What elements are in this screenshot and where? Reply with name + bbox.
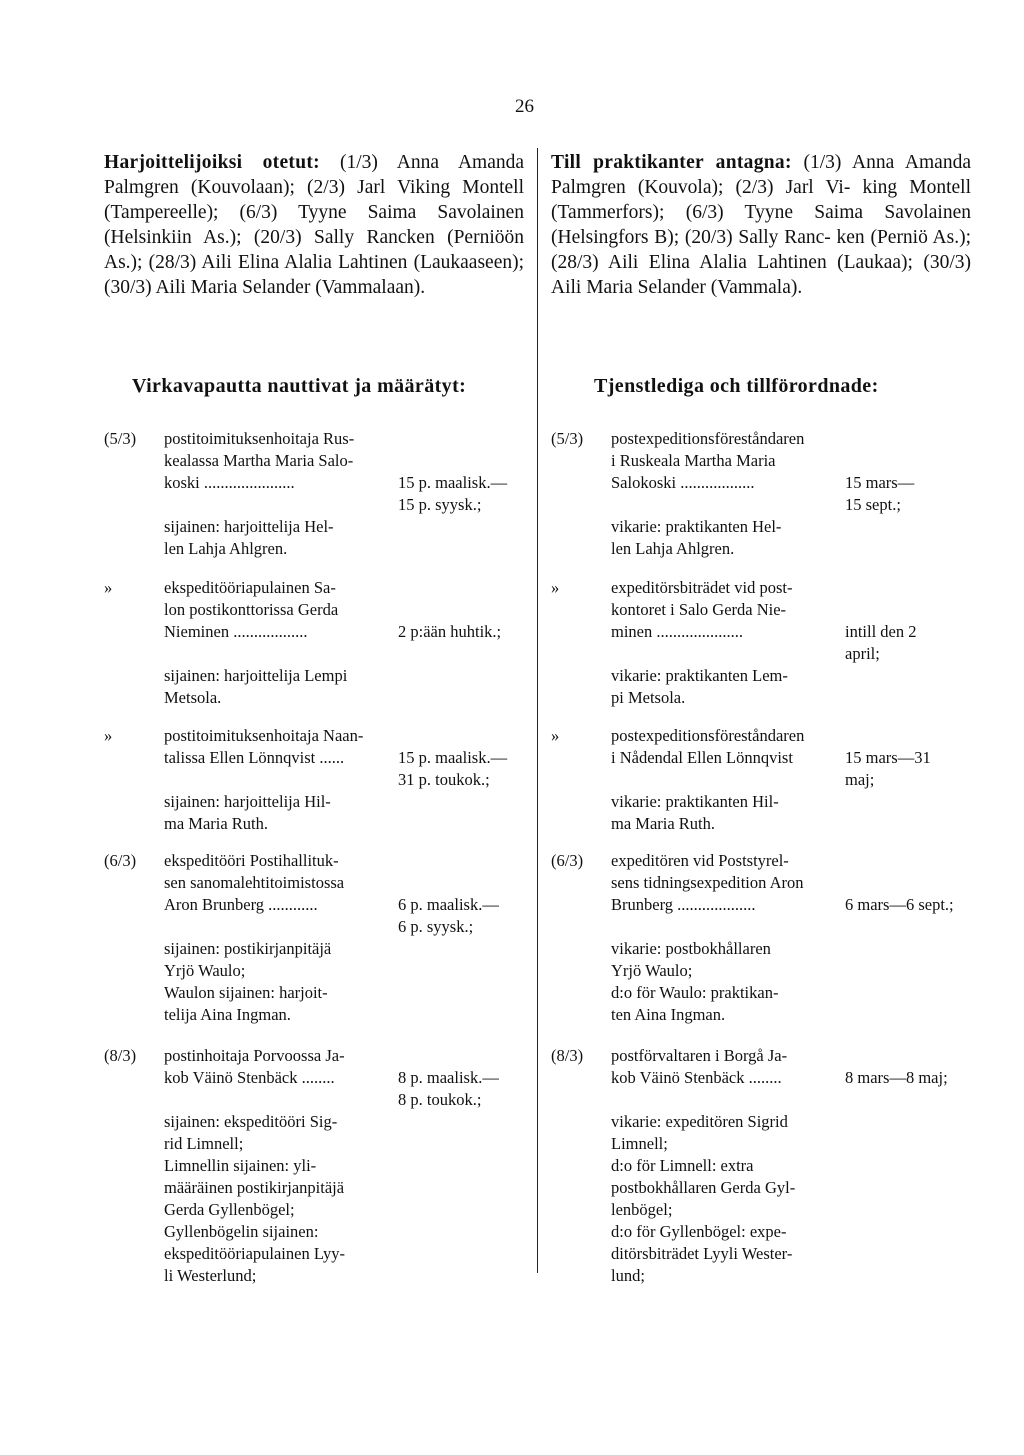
sv-entry-term-line — [845, 599, 965, 621]
sv-entry-term-line: 15 mars—31 — [845, 748, 931, 767]
fi-entry-line: Metsola. — [164, 688, 222, 707]
fi-entry-line: Limnellin sijainen: yli- — [164, 1156, 317, 1175]
fi-entry-term-line: 15 p. syysk.; — [398, 495, 482, 514]
fi-entry-line: ekspeditööriapulainen Sa- — [164, 578, 336, 597]
sv-entry-term — [845, 725, 965, 791]
sv-entry-line: Yrjö Waulo; — [611, 961, 693, 980]
sv-entry-term-line — [845, 725, 965, 747]
fi-entry-line: len Lahja Ahlgren. — [164, 539, 288, 558]
sv-entry-date: (6/3) — [551, 851, 584, 870]
intro-sv-line: Lahtinen (Laukaa); (30/3) Aili Maria Selander — [551, 252, 972, 298]
sv-entry-line: Brunberg ................... — [611, 895, 756, 914]
fi-entry-line: postitoimituksenhoitaja Naan- — [164, 726, 364, 745]
sv-entry-term-line — [845, 1045, 965, 1067]
fi-entry-line: Gerda Gyllenbögel; — [164, 1200, 295, 1219]
fi-entry-term — [398, 577, 518, 643]
fi-entry-text — [164, 850, 392, 1026]
sv-entry-line: minen ..................... — [611, 622, 743, 641]
fi-entry-line: sen sanomalehtitoimistossa — [164, 873, 345, 892]
fi-entry-term-line: 6 p. maalisk.— — [398, 895, 499, 914]
fi-entry-term-line — [398, 599, 518, 621]
sv-entry-date: » — [551, 726, 560, 745]
fi-entry-line: Aron Brunberg ............ — [164, 895, 318, 914]
fi-entry-text — [164, 428, 392, 560]
sv-entry-term-line — [845, 872, 965, 894]
intro-fi-lead: Harjoittelijoiksi otetut: — [104, 152, 320, 173]
fi-entry-line — [164, 769, 392, 791]
fi-entry-line: koski ...................... — [164, 473, 295, 492]
fi-entry-text — [164, 725, 392, 835]
intro-fi-line: (1/3) Anna — [339, 152, 440, 173]
sv-entry-line: vikarie: postbokhållaren — [611, 939, 771, 958]
intro-fi-line: Saima Savolainen (Helsinkiin As.); (20/3) — [104, 202, 524, 248]
heading-swedish: Tjenstlediga och tillförordnade: — [594, 375, 879, 397]
fi-entry-date: » — [104, 726, 113, 745]
sv-entry-line: lenbögel; — [611, 1200, 673, 1219]
sv-entry-line: vikarie: praktikanten Lem- — [611, 666, 788, 685]
fi-entry-term-line: 8 p. maalisk.— — [398, 1068, 499, 1087]
fi-entry-line: li Westerlund; — [164, 1266, 257, 1285]
fi-entry-term — [398, 850, 518, 938]
sv-entry-term-line: 15 sept.; — [845, 495, 901, 514]
fi-entry-term-line: 8 p. toukok.; — [398, 1090, 482, 1109]
sv-entry-line: postexpeditionsföreståndaren — [611, 429, 805, 448]
sv-entry-term-line: 15 mars— — [845, 473, 915, 492]
sv-entry-term-line — [845, 850, 965, 872]
fi-entry-term-line — [398, 725, 518, 747]
fi-entry-term — [398, 428, 518, 516]
fi-entry-line: Nieminen .................. — [164, 622, 308, 641]
intro-sv-line: (1/3) Anna — [803, 152, 895, 173]
fi-entry-term — [398, 725, 518, 791]
fi-entry-line — [164, 494, 392, 516]
intro-swedish — [551, 150, 971, 300]
sv-entry-line: ten Aina Ingman. — [611, 1005, 726, 1024]
sv-entry-line: ditörsbiträdet Lyyli Wester- — [611, 1244, 793, 1263]
sv-entry-line: vikarie: praktikanten Hel- — [611, 517, 782, 536]
fi-entry-date: (5/3) — [104, 429, 137, 448]
sv-entry-date: (5/3) — [551, 429, 584, 448]
fi-entry-line: Gyllenbögelin sijainen: — [164, 1222, 319, 1241]
sv-entry-term-line: 6 mars—6 sept.; — [845, 895, 954, 914]
sv-entry-term — [845, 428, 965, 516]
fi-entry-line — [164, 916, 392, 938]
sv-entry-line: len Lahja Ahlgren. — [611, 539, 735, 558]
fi-entry-date: (8/3) — [104, 1046, 137, 1065]
sv-entry-line: postförvaltaren i Borgå Ja- — [611, 1046, 788, 1065]
sv-entry-line: d:o för Gyllenbögel: expe- — [611, 1222, 787, 1241]
intro-fi-line: Viking Montell (Tampereelle); (6/3) Tyyne — [104, 177, 525, 223]
sv-entry-text — [611, 577, 839, 709]
sv-entry-line: lund; — [611, 1266, 645, 1285]
sv-entry-term — [845, 1045, 965, 1089]
sv-entry-line — [611, 494, 839, 516]
sv-entry-line: postbokhållaren Gerda Gyl- — [611, 1178, 796, 1197]
sv-entry-term — [845, 577, 965, 665]
fi-entry-line: ekspeditööri Postihallituk- — [164, 851, 339, 870]
fi-entry-line: postitoimituksenhoitaja Rus- — [164, 429, 355, 448]
fi-entry-line: sijainen: harjoittelija Hel- — [164, 517, 334, 536]
fi-entry-line: määräinen postikirjanpitäjä — [164, 1178, 345, 1197]
fi-entry-line: talissa Ellen Lönnqvist ...... — [164, 748, 345, 767]
sv-entry-text — [611, 725, 839, 835]
fi-entry-line: ekspeditööriapulainen Lyy- — [164, 1244, 345, 1263]
fi-entry-date: (6/3) — [104, 851, 137, 870]
fi-entry-line: sijainen: ekspeditööri Sig- — [164, 1112, 338, 1131]
sv-entry-term-line: intill den 2 — [845, 622, 917, 641]
sv-entry-line: i Ruskeala Martha Maria — [611, 451, 776, 470]
fi-entry-line — [164, 1089, 392, 1111]
sv-entry-line: d:o för Limnell: extra — [611, 1156, 754, 1175]
fi-entry-line: telija Aina Ingman. — [164, 1005, 291, 1024]
intro-sv-lead: Till praktikanter antagna: — [551, 152, 792, 173]
sv-entry-line: expeditörsbiträdet vid post- — [611, 578, 793, 597]
sv-entry-text — [611, 850, 839, 1026]
sv-entry-term-line: maj; — [845, 770, 875, 789]
sv-entry-line: i Nådendal Ellen Lönnqvist — [611, 748, 793, 767]
intro-sv-line: ken (Perniö As.); (28/3) Aili Elina Alalia — [551, 227, 971, 273]
sv-entry-term-line: april; — [845, 644, 880, 663]
fi-entry-line: postinhoitaja Porvoossa Ja- — [164, 1046, 345, 1065]
fi-entry-term-line — [398, 850, 518, 872]
fi-entry-term-line — [398, 450, 518, 472]
sv-entry-date: » — [551, 578, 560, 597]
fi-entry-term-line: 2 p:ään huhtik.; — [398, 622, 502, 641]
column-divider — [537, 148, 538, 1273]
sv-entry-term-line — [845, 450, 965, 472]
heading-finnish: Virkavapautta nauttivat ja määrätyt: — [132, 375, 467, 397]
intro-finnish — [104, 150, 524, 300]
fi-entry-line: sijainen: harjoittelija Hil- — [164, 792, 331, 811]
sv-entry-text — [611, 1045, 839, 1287]
sv-entry-line: Limnell; — [611, 1134, 668, 1153]
sv-entry-line — [611, 769, 839, 791]
fi-entry-term-line — [398, 428, 518, 450]
fi-entry-line: sijainen: postikirjanpitäjä — [164, 939, 332, 958]
sv-entry-line — [611, 643, 839, 665]
sv-entry-line: expeditören vid Poststyrel- — [611, 851, 789, 870]
sv-entry-term-line — [845, 577, 965, 599]
intro-fi-line: Sally Rancken (Perniöön As.); (28/3) Aili — [104, 227, 524, 273]
intro-fi-line: Elina Alalia Lahtinen (Laukaaseen); (30/3) — [104, 252, 525, 298]
fi-entry-line: Waulon sijainen: harjoit- — [164, 983, 328, 1002]
fi-entry-text — [164, 577, 392, 709]
fi-entry-text — [164, 1045, 392, 1287]
fi-entry-line: kob Väinö Stenbäck ........ — [164, 1068, 335, 1087]
fi-entry-term-line: 6 p. syysk.; — [398, 917, 474, 936]
page-number: 26 — [515, 96, 534, 117]
sv-entry-line: d:o för Waulo: praktikan- — [611, 983, 779, 1002]
fi-entry-term-line — [398, 577, 518, 599]
fi-entry-line: ma Maria Ruth. — [164, 814, 269, 833]
fi-entry-term-line: 31 p. toukok.; — [398, 770, 490, 789]
sv-entry-term-line: 8 mars—8 maj; — [845, 1068, 948, 1087]
sv-entry-term — [845, 850, 965, 916]
sv-entry-line: pi Metsola. — [611, 688, 686, 707]
sv-entry-line: Salokoski .................. — [611, 473, 755, 492]
intro-fi-line: Amanda Palmgren (Kouvolaan); (2/3) Jarl — [104, 152, 524, 198]
fi-entry-term-line — [398, 1045, 518, 1067]
sv-entry-line: kob Väinö Stenbäck ........ — [611, 1068, 782, 1087]
fi-entry-date: » — [104, 578, 113, 597]
sv-entry-text — [611, 428, 839, 560]
sv-entry-line: vikarie: praktikanten Hil- — [611, 792, 779, 811]
sv-entry-line: ma Maria Ruth. — [611, 814, 716, 833]
intro-sv-line: king Montell (Tammerfors); (6/3) Tyyne Saima — [551, 177, 971, 223]
sv-entry-line: kontoret i Salo Gerda Nie- — [611, 600, 787, 619]
intro-fi-line: Aili Maria Selander (Vammalaan). — [155, 277, 426, 298]
fi-entry-term-line — [398, 872, 518, 894]
intro-sv-line: Savolainen (Helsingfors B); (20/3) Sally Ranc- — [551, 202, 971, 248]
sv-entry-line: vikarie: expeditören Sigrid — [611, 1112, 788, 1131]
fi-entry-term — [398, 1045, 518, 1111]
fi-entry-line: Yrjö Waulo; — [164, 961, 246, 980]
sv-entry-term-line — [845, 428, 965, 450]
fi-entry-term-line: 15 p. maalisk.— — [398, 748, 508, 767]
intro-sv-line: (Vammala). — [710, 277, 803, 298]
fi-entry-line: rid Limnell; — [164, 1134, 244, 1153]
sv-entry-line: postexpeditionsföreståndaren — [611, 726, 805, 745]
fi-entry-line — [164, 643, 392, 665]
fi-entry-line: lon postikonttorissa Gerda — [164, 600, 339, 619]
intro-sv-line: Amanda Palmgren (Kouvola); (2/3) Jarl Vi- — [551, 152, 971, 198]
sv-entry-line: sens tidningsexpedition Aron — [611, 873, 804, 892]
sv-entry-line — [611, 1089, 839, 1111]
sv-entry-date: (8/3) — [551, 1046, 584, 1065]
fi-entry-line: sijainen: harjoittelija Lempi — [164, 666, 348, 685]
fi-entry-line: kealassa Martha Maria Salo- — [164, 451, 354, 470]
fi-entry-term-line: 15 p. maalisk.— — [398, 473, 508, 492]
sv-entry-line — [611, 916, 839, 938]
